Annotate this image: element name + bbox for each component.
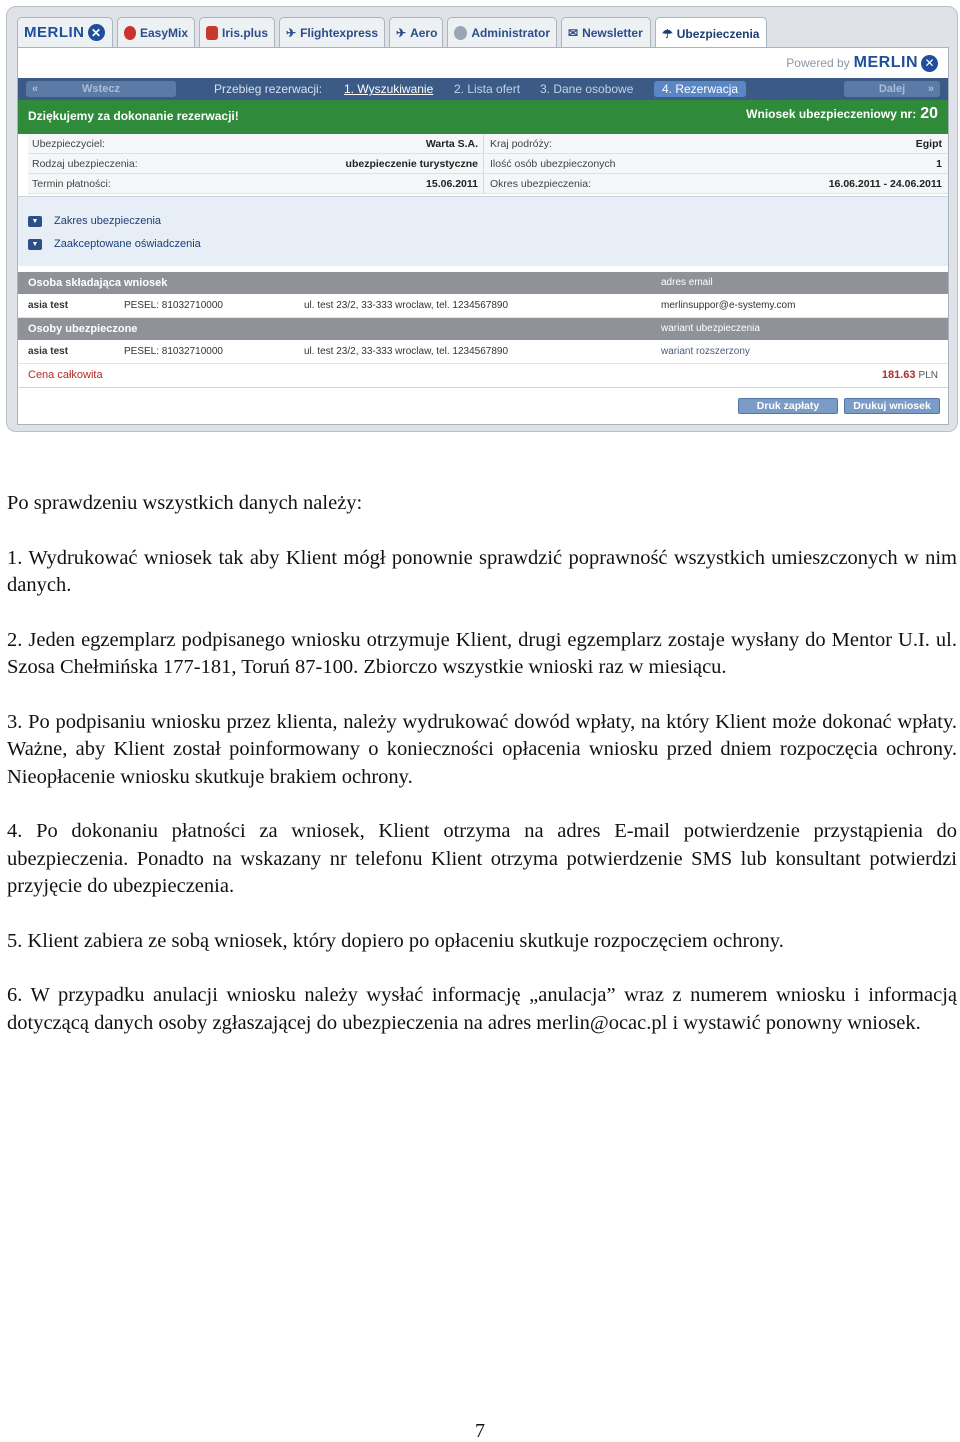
step-search[interactable]: 1. Wyszukiwanie: [344, 82, 434, 96]
merlin-logo-icon: ✕: [88, 24, 105, 41]
double-chevron-left-icon: «: [32, 83, 39, 95]
instructions-text: [7, 490, 957, 1064]
expand-icon: ▼: [28, 216, 42, 227]
applicant-header: Osoba składająca wniosek adres email: [18, 272, 948, 294]
powered-brand: MERLIN: [853, 54, 918, 71]
envelope-icon: ✉: [568, 25, 579, 40]
tab-aero[interactable]: ✈ Aero: [389, 17, 443, 47]
instruction-item: 3. Po podpisaniu wniosku przez klienta, należy wydrukować dowód wpłaty, na który Klient może dokonać wpłaty. Ważne, aby Klient został poinformowany o konieczności opłacenia wniosku przed dniem rozpoczęcia ochrony. Nieopłacenie wniosku skutkuje brakiem ochrony.: [7, 710, 957, 788]
insured-header: Osoby ubezpieczone wariant ubezpieczenia: [18, 318, 948, 340]
confirmation-banner: [18, 100, 948, 134]
merlin-logo-icon: ✕: [921, 55, 938, 72]
tab-merlin[interactable]: [17, 17, 113, 47]
print-application-button[interactable]: Drukuj wniosek: [844, 398, 940, 414]
umbrella-icon: ☂: [662, 26, 673, 41]
total-price: Cena całkowita 181.63 PLN: [18, 364, 948, 388]
instruction-item: 4. Po dokonaniu płatności za wniosek, Klient otrzyma na adres E-mail potwierdzenie przystąpienia do ubezpieczenia. Ponadto na wskazany nr telefonu Klient otrzyma potwierdzenie SMS lub konsultant potwierdzi przyjęcie do ubezpieczenia.: [7, 820, 957, 897]
booking-steps-bar: [18, 78, 948, 100]
application-number: Wniosek ubezpieczeniowy nr: 20: [746, 105, 938, 122]
easymix-icon: [124, 26, 136, 40]
step-personal-data: 3. Dane osobowe: [540, 82, 634, 96]
tab-easymix[interactable]: EasyMix: [117, 17, 195, 47]
insured-row: asia test PESEL: 81032710000 ul. test 23/2, 33-333 wroclaw, tel. 1234567890 wariant rozszerzony: [18, 340, 948, 364]
tab-bar: [17, 17, 947, 47]
instruction-item: 2. Jeden egzemplarz podpisanego wniosku otrzymuje Klient, drugi egzemplarz zostaje wysłany do Mentor U.I. ul. Szosa Chełmińska 177-181, Toruń 87-100. Zbiorczo wszystkie wnioski raz w miesiącu.: [7, 628, 957, 678]
plane-icon: ✈: [286, 25, 297, 40]
policy-details: [28, 134, 948, 194]
tab-flightexpress[interactable]: ✈ Flightexpress: [279, 17, 385, 47]
detail-row: Ubezpieczyciel: Warta S.A. Kraj podróży: Egipt: [28, 134, 948, 154]
page-number: 7: [475, 1420, 485, 1442]
thanks-message: Dziękujemy za dokonanie rezerwacji!: [28, 109, 239, 123]
expand-icon: ▼: [28, 239, 42, 250]
next-button[interactable]: Dalej »: [844, 81, 940, 97]
applicant-row: asia test PESEL: 81032710000 ul. test 23/2, 33-333 wroclaw, tel. 1234567890 merlinsuppor@e-systemy.com: [18, 294, 948, 318]
user-icon: [454, 26, 467, 40]
double-chevron-right-icon: »: [927, 83, 934, 95]
merlin-logo: MERLIN: [24, 24, 85, 41]
app-screenshot: [6, 6, 958, 432]
step-offers: 2. Lista ofert: [454, 82, 521, 96]
section-coverage[interactable]: ▼ Zakres ubezpieczenia: [28, 215, 161, 227]
detail-row: Termin płatności: 15.06.2011 Okres ubezpieczenia: 16.06.2011 - 24.06.2011: [28, 174, 948, 194]
main-panel: [17, 47, 949, 425]
section-declarations[interactable]: ▼ Zaakceptowane oświadczenia: [28, 238, 201, 250]
back-button[interactable]: « Wstecz: [26, 81, 176, 97]
collapsible-sections: [18, 196, 948, 266]
steps-title: Przebieg rezerwacji:: [214, 82, 323, 96]
tab-ubezpieczenia[interactable]: ☂ Ubezpieczenia: [655, 17, 767, 49]
step-reservation: 4. Rezerwacja: [654, 81, 746, 97]
instruction-item: 5. Klient zabiera ze sobą wniosek, który dopiero po opłaceniu skutkuje rozpoczęciem ochrony.: [7, 929, 784, 952]
iris-icon: [206, 26, 218, 40]
plane-icon: ✈: [396, 25, 407, 40]
tab-iris-plus[interactable]: Iris.plus: [199, 17, 275, 47]
print-payment-button[interactable]: Druk zapłaty: [738, 398, 838, 414]
instruction-item: 1. Wydrukować wniosek tak aby Klient mógł ponownie sprawdzić poprawność wszystkich umieszczonych w nim danych.: [7, 546, 957, 596]
tab-newsletter[interactable]: ✉ Newsletter: [561, 17, 651, 47]
instruction-item: 6. W przypadku anulacji wniosku należy wysłać informację „anulacja” wraz z numerem wniosku i informacją dotyczącą danych osoby zgłaszającej do ubezpieczenia na adres merlin@ocac.pl i wystawić ponowny wniosek.: [7, 984, 957, 1034]
intro-paragraph: Po sprawdzeniu wszystkich danych należy:: [7, 492, 363, 514]
powered-by: Powered by MERLIN ✕: [786, 54, 938, 72]
tab-administrator[interactable]: Administrator: [447, 17, 557, 47]
detail-row: Rodzaj ubezpieczenia: ubezpieczenie turystyczne Ilość osób ubezpieczonych 1: [28, 154, 948, 174]
